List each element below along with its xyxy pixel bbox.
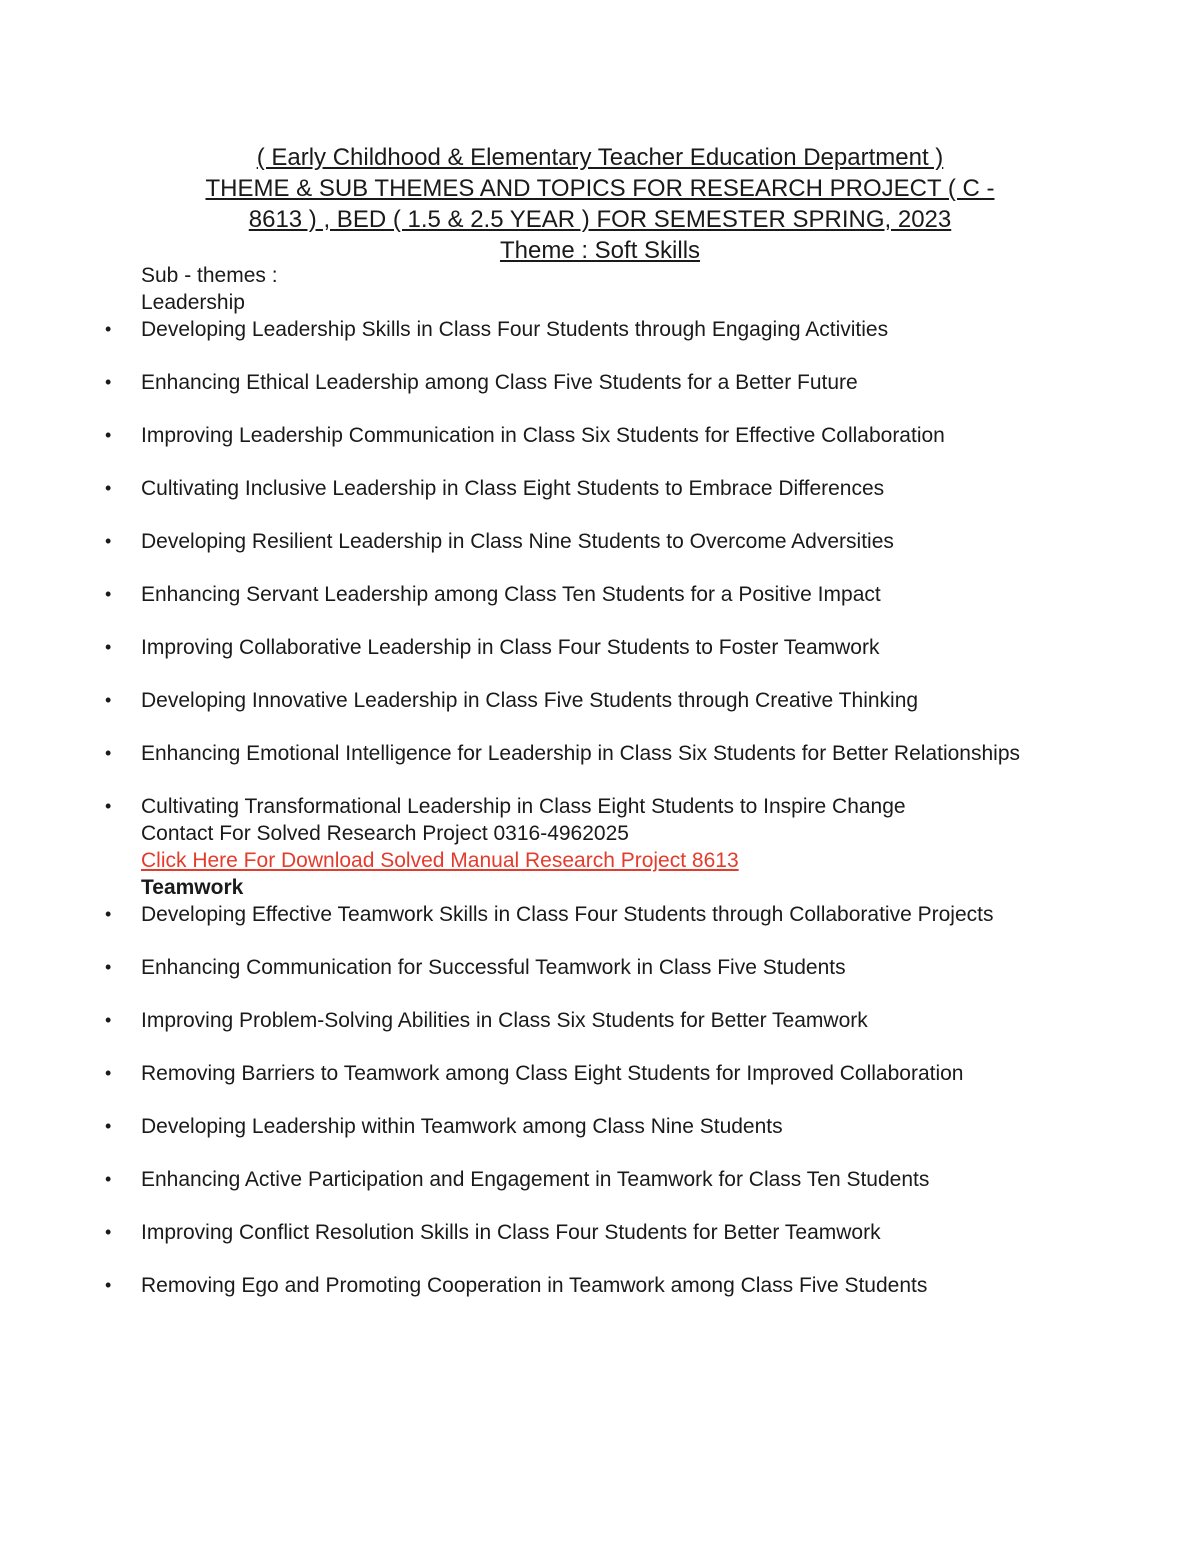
- leadership-list: [141, 316, 1057, 820]
- list-item: • Cultivating Transformational Leadership in Class Eight Students to Inspire Change: [141, 793, 1057, 820]
- document-body: [141, 262, 1057, 1299]
- list-item: • Enhancing Ethical Leadership among Class Five Students for a Better Future: [141, 369, 1057, 396]
- list-item: • Developing Leadership within Teamwork among Class Nine Students: [141, 1113, 1057, 1140]
- project-title-line-1: THEME & SUB THEMES AND TOPICS FOR RESEARCH PROJECT ( C -: [205, 175, 995, 202]
- teamwork-list: [141, 901, 1057, 1299]
- subthemes-label: Sub - themes :: [141, 264, 278, 287]
- list-item: • Improving Collaborative Leadership in Class Four Students to Foster Teamwork: [141, 634, 1057, 661]
- department-title: ( Early Childhood & Elementary Teacher Education Department ): [256, 144, 944, 171]
- list-item: • Enhancing Active Participation and Engagement in Teamwork for Class Ten Students: [141, 1166, 1057, 1193]
- list-item: • Removing Barriers to Teamwork among Class Eight Students for Improved Collaboration: [141, 1060, 1057, 1087]
- list-item: • Improving Problem-Solving Abilities in Class Six Students for Better Teamwork: [141, 1007, 1057, 1034]
- list-item: • Enhancing Emotional Intelligence for Leadership in Class Six Students for Better Relationships: [141, 740, 1057, 767]
- list-item: • Improving Leadership Communication in Class Six Students for Effective Collaboration: [141, 422, 1057, 449]
- download-link[interactable]: Click Here For Download Solved Manual Research Project 8613: [141, 849, 739, 872]
- list-item: • Enhancing Servant Leadership among Class Ten Students for a Positive Impact: [141, 581, 1057, 608]
- list-item: • Removing Ego and Promoting Cooperation in Teamwork among Class Five Students: [141, 1272, 1057, 1299]
- contact-text: Contact For Solved Research Project 0316-4962025: [141, 822, 629, 845]
- list-item: • Developing Innovative Leadership in Class Five Students through Creative Thinking: [141, 687, 1057, 714]
- list-item: • Developing Effective Teamwork Skills in Class Four Students through Collaborative Projects: [141, 901, 1057, 928]
- list-item: • Enhancing Communication for Successful Teamwork in Class Five Students: [141, 954, 1057, 981]
- project-title-line-2: 8613 ) , BED ( 1.5 & 2.5 YEAR ) FOR SEMESTER SPRING, 2023: [248, 206, 952, 233]
- list-item: • Developing Resilient Leadership in Class Nine Students to Overcome Adversities: [141, 528, 1057, 555]
- list-item: • Cultivating Inclusive Leadership in Class Eight Students to Embrace Differences: [141, 475, 1057, 502]
- leadership-heading: Leadership: [141, 291, 245, 314]
- list-item: • Developing Leadership Skills in Class Four Students through Engaging Activities: [141, 316, 1057, 343]
- list-item: • Improving Conflict Resolution Skills in Class Four Students for Better Teamwork: [141, 1219, 1057, 1246]
- theme-title: Theme : Soft Skills: [499, 237, 701, 264]
- document-header: [130, 142, 1070, 266]
- teamwork-heading: Teamwork: [141, 876, 244, 899]
